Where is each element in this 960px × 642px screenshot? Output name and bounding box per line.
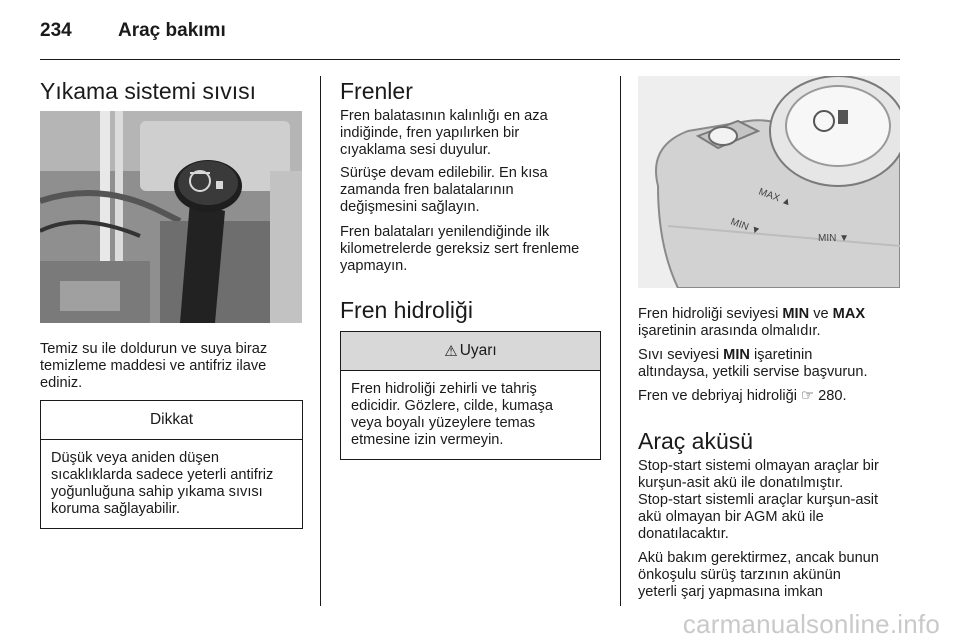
brake-fluid-reservoir-photo	[638, 76, 900, 288]
brakes-paragraph-1	[340, 108, 610, 159]
brake-clutch-fluid-reference: Fren ve debriyaj hidroliği ☞ 280.	[638, 388, 847, 404]
brakes-paragraph-2	[340, 165, 610, 216]
washer-line-3: ediniz.	[40, 375, 83, 391]
warning-line-2: edicidir. Gözlere, cilde, kumaşa	[351, 398, 553, 414]
warning-line-4: etmesine izin vermeyin.	[351, 432, 504, 448]
caution-text	[41, 440, 302, 526]
battery-p1-line-1: Stop-start sistemi olmayan araçlar bir	[638, 458, 879, 474]
brakes-p3-line-3: yapmayın.	[340, 258, 408, 274]
warning-line-1: Fren hidroliği zehirli ve tahriş	[351, 381, 537, 397]
brakes-p1-line-3: cıyaklama sesi duyulur.	[340, 142, 491, 158]
warning-triangle-icon: ⚠	[444, 343, 458, 360]
fluid-below-paragraph	[638, 347, 918, 381]
battery-p1-line-3: Stop-start sistemli araçlar kurşun-asit	[638, 492, 879, 508]
battery-paragraph-1	[638, 458, 928, 543]
battery-p2-line-1: Akü bakım gerektirmez, ancak bunun	[638, 550, 879, 566]
battery-paragraph-2	[638, 550, 928, 601]
column-divider-right	[620, 76, 621, 606]
battery-p1-line-4: akü olmayan bir AGM akü ile	[638, 509, 824, 525]
min-mark-label-left: MIN ▼	[728, 216, 762, 238]
header-divider	[40, 59, 900, 60]
washer-line-1: Temiz su ile doldurun ve suya biraz	[40, 341, 268, 357]
fluid-level-min: MIN	[782, 306, 810, 322]
washer-reservoir-illustration	[40, 111, 302, 323]
caution-box	[40, 400, 303, 529]
washer-line-2: temizleme maddesi ve antifriz ilave	[40, 358, 267, 374]
brakes-p2-line-2: zamanda fren balatalarının	[340, 182, 514, 198]
brakes-paragraph-3	[340, 224, 610, 275]
caution-line-1: Düşük veya aniden düşen	[51, 450, 219, 466]
battery-p2-line-3: yeterli şarj yapmasına imkan	[638, 584, 823, 600]
washer-fill-paragraph	[40, 341, 310, 392]
fluid-below-text-b: işaretinin	[749, 347, 813, 363]
caution-title: Dikkat	[41, 401, 302, 440]
min-mark-label-right: MIN ▼	[818, 233, 850, 244]
washer-reservoir-photo	[40, 111, 302, 323]
caution-line-2: sıcaklıklarda sadece yeterli antifriz	[51, 467, 274, 483]
brake-reservoir-illustration	[638, 76, 900, 288]
caution-line-4: koruma sağlayabilir.	[51, 501, 180, 517]
fluid-level-max: MAX	[832, 306, 866, 322]
warning-text	[341, 371, 600, 457]
fluid-below-text-a: Sıvı seviyesi	[638, 347, 724, 363]
column-divider-left	[320, 76, 321, 606]
fluid-level-text-a: Fren hidroliği seviyesi	[638, 306, 783, 322]
max-mark-label: MAX ▲	[756, 186, 794, 209]
heading-washer-fluid: Yıkama sistemi sıvısı	[40, 78, 256, 104]
battery-p1-line-5: donatılacaktır.	[638, 526, 729, 542]
heading-brakes: Frenler	[340, 78, 413, 104]
brakes-p2-line-3: değişmesini sağlayın.	[340, 199, 480, 215]
page-number: 234	[40, 20, 72, 41]
fluid-below-line-2: altındaysa, yetkili servise başvurun.	[638, 364, 868, 380]
brakes-p2-line-1: Sürüşe devam edilebilir. En kısa	[340, 165, 548, 181]
fluid-level-line-2: işaretinin arasında olmalıdır.	[638, 323, 821, 339]
battery-p2-line-2: önkoşulu sürüş tarzının akünün	[638, 567, 841, 583]
brakes-p1-line-1: Fren balatasının kalınlığı en aza	[340, 108, 548, 124]
heading-brake-fluid: Fren hidroliği	[340, 297, 473, 323]
brakes-p3-line-1: Fren balataları yenilendiğinde ilk	[340, 224, 550, 240]
warning-box	[340, 331, 601, 460]
caution-line-3: yoğunluğuna sahip yıkama sıvısı	[51, 484, 263, 500]
fluid-below-min: MIN	[723, 347, 750, 363]
warning-title: Uyarı	[459, 342, 497, 359]
watermark[interactable]: carmanualsonline.info	[682, 609, 940, 639]
brakes-p1-line-2: indiğinde, fren yapılırken bir	[340, 125, 520, 141]
fluid-level-paragraph	[638, 306, 918, 340]
warning-line-3: veya boyalı yüzeylere temas	[351, 415, 536, 431]
battery-p1-line-2: kurşun-asit akü ile donatılmıştır.	[638, 475, 844, 491]
section-title: Araç bakımı	[118, 20, 226, 41]
warning-header	[341, 332, 600, 371]
heading-vehicle-battery: Araç aküsü	[638, 428, 754, 454]
fluid-level-text-b: ve	[809, 306, 833, 322]
brakes-p3-line-2: kilometrelerde gereksiz sert frenleme	[340, 241, 580, 257]
